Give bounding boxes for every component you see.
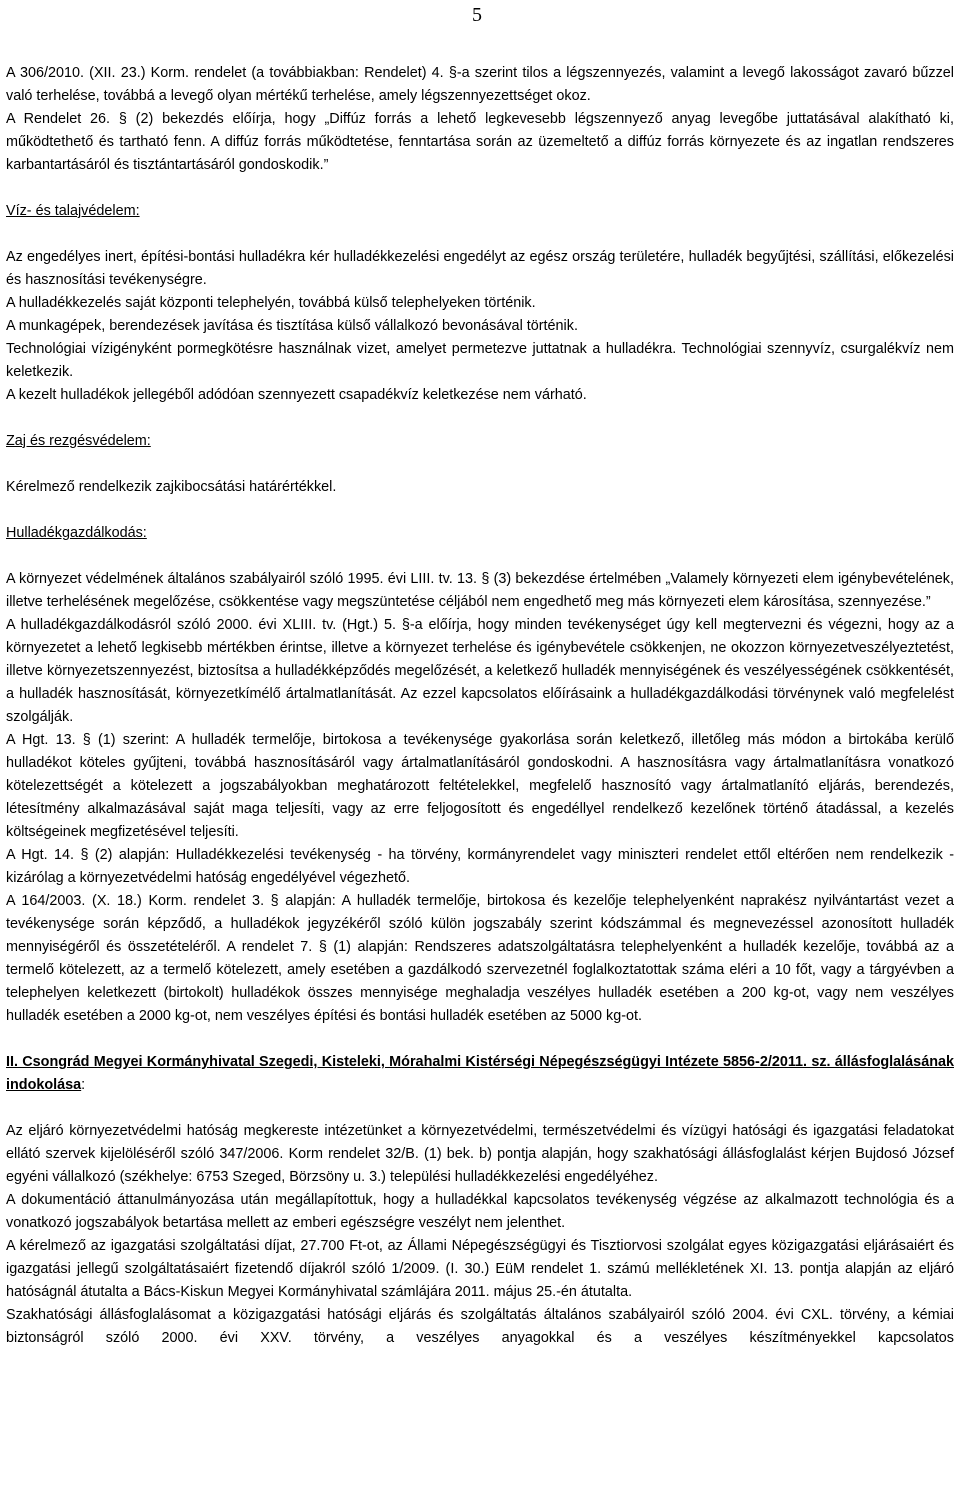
paragraph: A Hgt. 13. § (1) szerint: A hulladék termelője, birtokosa a tevékenysége gyakorlása során keletkező, illetőleg más módon a birtokába kerülő hulladékot köteles gyűjteni, továbbá hasznosításáról vagy ártalmatlanításáról gondoskodni. A hasznosításra vagy ártalmatlanításra vonatkozó kötelezettségét a kötelezett a jogszabályokban meghatározott feltételekkel, megfelelő hasznosító vagy ártalmatlanító eljárás, berendezés, létesítmény alkalmazásával saját maga teljesíti, vagy az erre feljogosított és engedéllyel rendelkező kezelőnek történő átadással, a kezelés költségeinek megfizetésével teljesíti.: [6, 732, 954, 840]
section-heading-noise: Zaj és rezgésvédelem:: [6, 433, 151, 449]
paragraph: A 164/2003. (X. 18.) Korm. rendelet 3. § alapján: A hulladék termelője, birtokosa és kezelője telephelyenként naprakész nyilvántartást vezet a tevékenysége során képződő, a hulladékok jegyzékéről szóló külön jogszabály szerint kódszámmal és megnevezéssel azonosított hulladék mennyiségéről és összetételéről. A rendelet 7. § (1) alapján: Rendszeres adatszolgáltatásra telephelyenként a hulladék kezelője, továbbá az a termelő kötelezett, az a termelő kötelezett, amely esetében a gazdálkodó szervezetnél foglalkoztatottak száma eléri a 10 főt, vagy a tárgyévben a telephelyen keletkezett (birtokolt) hulladékok összes mennyisége meghaladja veszélyes hulladék esetében a 200 kg-ot, vagy nem veszélyes hulladék esetében a 2000 kg-ot, nem veszélyes építési és bontási hulladék esetében az 5000 kg-ot.: [6, 893, 954, 1024]
page-number: 5: [472, 4, 482, 26]
paragraph: A 306/2010. (XII. 23.) Korm. rendelet (a továbbiakban: Rendelet) 4. §-a szerint tilos a légszennyezés, valamint a levegő lakosságot zavaró bűzzel való terhelése, továbbá a levegő olyan mértékű terhelése, amely légszennyezettséget okoz.: [6, 65, 954, 104]
paragraph: A munkagépek, berendezések javítása és tisztítása külső vállalkozó bevonásával történik.: [6, 318, 578, 334]
paragraph: Az eljáró környezetvédelmi hatóság megkereste intézetünket a környezetvédelmi, természetvédelmi és vízügyi hatósági és igazgatási feladatokat ellátó szervek kijelöléséről szóló 347/2006. Korm rendelet 32/B. (1) bek. b) pontja alapján, hogy szakhatósági állásfoglalást kérjen Bujdosó József egyéni vállalkozó (székhelye: 6753 Szeged, Börzsöny u. 3.) települési hulladékkezelési engedélyéhez.: [6, 1123, 954, 1185]
paragraph: Az engedélyes inert, építési-bontási hulladékra kér hulladékkezelési engedélyt az egész ország területére, hulladék begyűjtési, szállítási, előkezelési és hasznosítási tevékenységre.: [6, 249, 954, 288]
paragraph: A Rendelet 26. § (2) bekezdés előírja, hogy „Diffúz forrás a lehető legkevesebb légszennyező anyag levegőbe juttatásával alakítható ki, működtethető és tartható fenn. A diffúz forrás működtetése, fenntartása során az üzemeltető a diffúz forrás környezete és az ingatlan rendszeres karbantartásáról és tisztántartásáról gondoskodik.”: [6, 111, 954, 173]
paragraph: A kérelmező az igazgatási szolgáltatási díjat, 27.700 Ft-ot, az Állami Népegészségügyi és Tisztiorvosi szolgálat egyes közigazgatási eljárásaiért és igazgatási jellegű szolgáltatásaiért fizetendő díjakról szóló 1/2009. (I. 30.) EüM rendelet 1. számú mellékletének XI. 13. pontja alapján az eljáró hatóságnál átutalta a Bács-Kiskun Megyei Kormányhivatal számlájára 2011. május 25.-én átutalta.: [6, 1238, 954, 1300]
paragraph: Szakhatósági állásfoglalásomat a közigazgatási hatósági eljárás és szolgáltatás általános szabályairól szóló 2004. évi CXL. törvény, a kémiai biztonságról szóló 2000. évi XXV. törvény, a veszélyes anyagokkal és a veszélyes készítményekkel kapcsolatos: [6, 1307, 954, 1346]
paragraph: A hulladékkezelés saját központi telephelyén, továbbá külső telephelyeken történik.: [6, 295, 536, 311]
section-heading-ii: [6, 1051, 954, 1097]
paragraph: A hulladékgazdálkodásról szóló 2000. évi XLIII. tv. (Hgt.) 5. §-a előírja, hogy minden tevékenységet úgy kell megtervezni és végezni, hogy az a környezetet a lehető legkisebb mértékben érintse, illetve a környezet terhelése és igénybevétele csökkenjen, ne okozzon környezetveszélyeztetést, illetve környezetszennyezést, biztosítsa a hulladékképződés megelőzését, a keletkező hulladék mennyiségének és veszélyességének csökkentését, a hulladék hasznosítását, környezetkímélő ártalmatlanítását. Az ezzel kapcsolatos előírásaink a hulladékgazdálkodási törvénynek való megfelelést szolgálják.: [6, 617, 954, 725]
paragraph: Technológiai vízigényként pormegkötésre használnak vizet, amelyet permetezve juttatnak a hulladékra. Technológiai szennyvíz, csurgalékvíz nem keletkezik.: [6, 341, 954, 380]
paragraph: A dokumentáció áttanulmányozása után megállapítottuk, hogy a hulladékkal kapcsolatos tevékenység végzése az alkalmazott technológia és a vonatkozó jogszabályok betartása mellett az emberi egészségre veszélyt nem jelenthet.: [6, 1192, 954, 1231]
paragraph: Kérelmező rendelkezik zajkibocsátási határértékkel.: [6, 479, 337, 495]
paragraph: A környezet védelmének általános szabályairól szóló 1995. évi LIII. tv. 13. § (3) bekezdése értelmében „Valamely környezeti elem igénybevételének, illetve terhelésének megelőzése, csökkentése vagy megszüntetése céljából nem engedhető meg más környezeti elem károsítása, szennyezése.”: [6, 571, 954, 610]
section-heading-waste: Hulladékgazdálkodás:: [6, 525, 147, 541]
section-heading-ii-colon: :: [81, 1077, 86, 1093]
section-heading-water: Víz- és talajvédelem:: [6, 203, 140, 219]
section-heading-ii-text: II. Csongrád Megyei Kormányhivatal Szegedi, Kisteleki, Mórahalmi Kistérségi Népegészségügyi Intézete 5856-2/2011. sz. állásfoglalásának indokolása: [6, 1054, 954, 1093]
paragraph: A kezelt hulladékok jellegéből adódóan szennyezett csapadékvíz keletkezése nem várható.: [6, 387, 587, 403]
paragraph: A Hgt. 14. § (2) alapján: Hulladékkezelési tevékenység - ha törvény, kormányrendelet vagy miniszteri rendelet ettől eltérően nem rendelkezik - kizárólag a környezetvédelmi hatóság engedélyével végezhető.: [6, 847, 954, 886]
document-body: [6, 62, 954, 1350]
